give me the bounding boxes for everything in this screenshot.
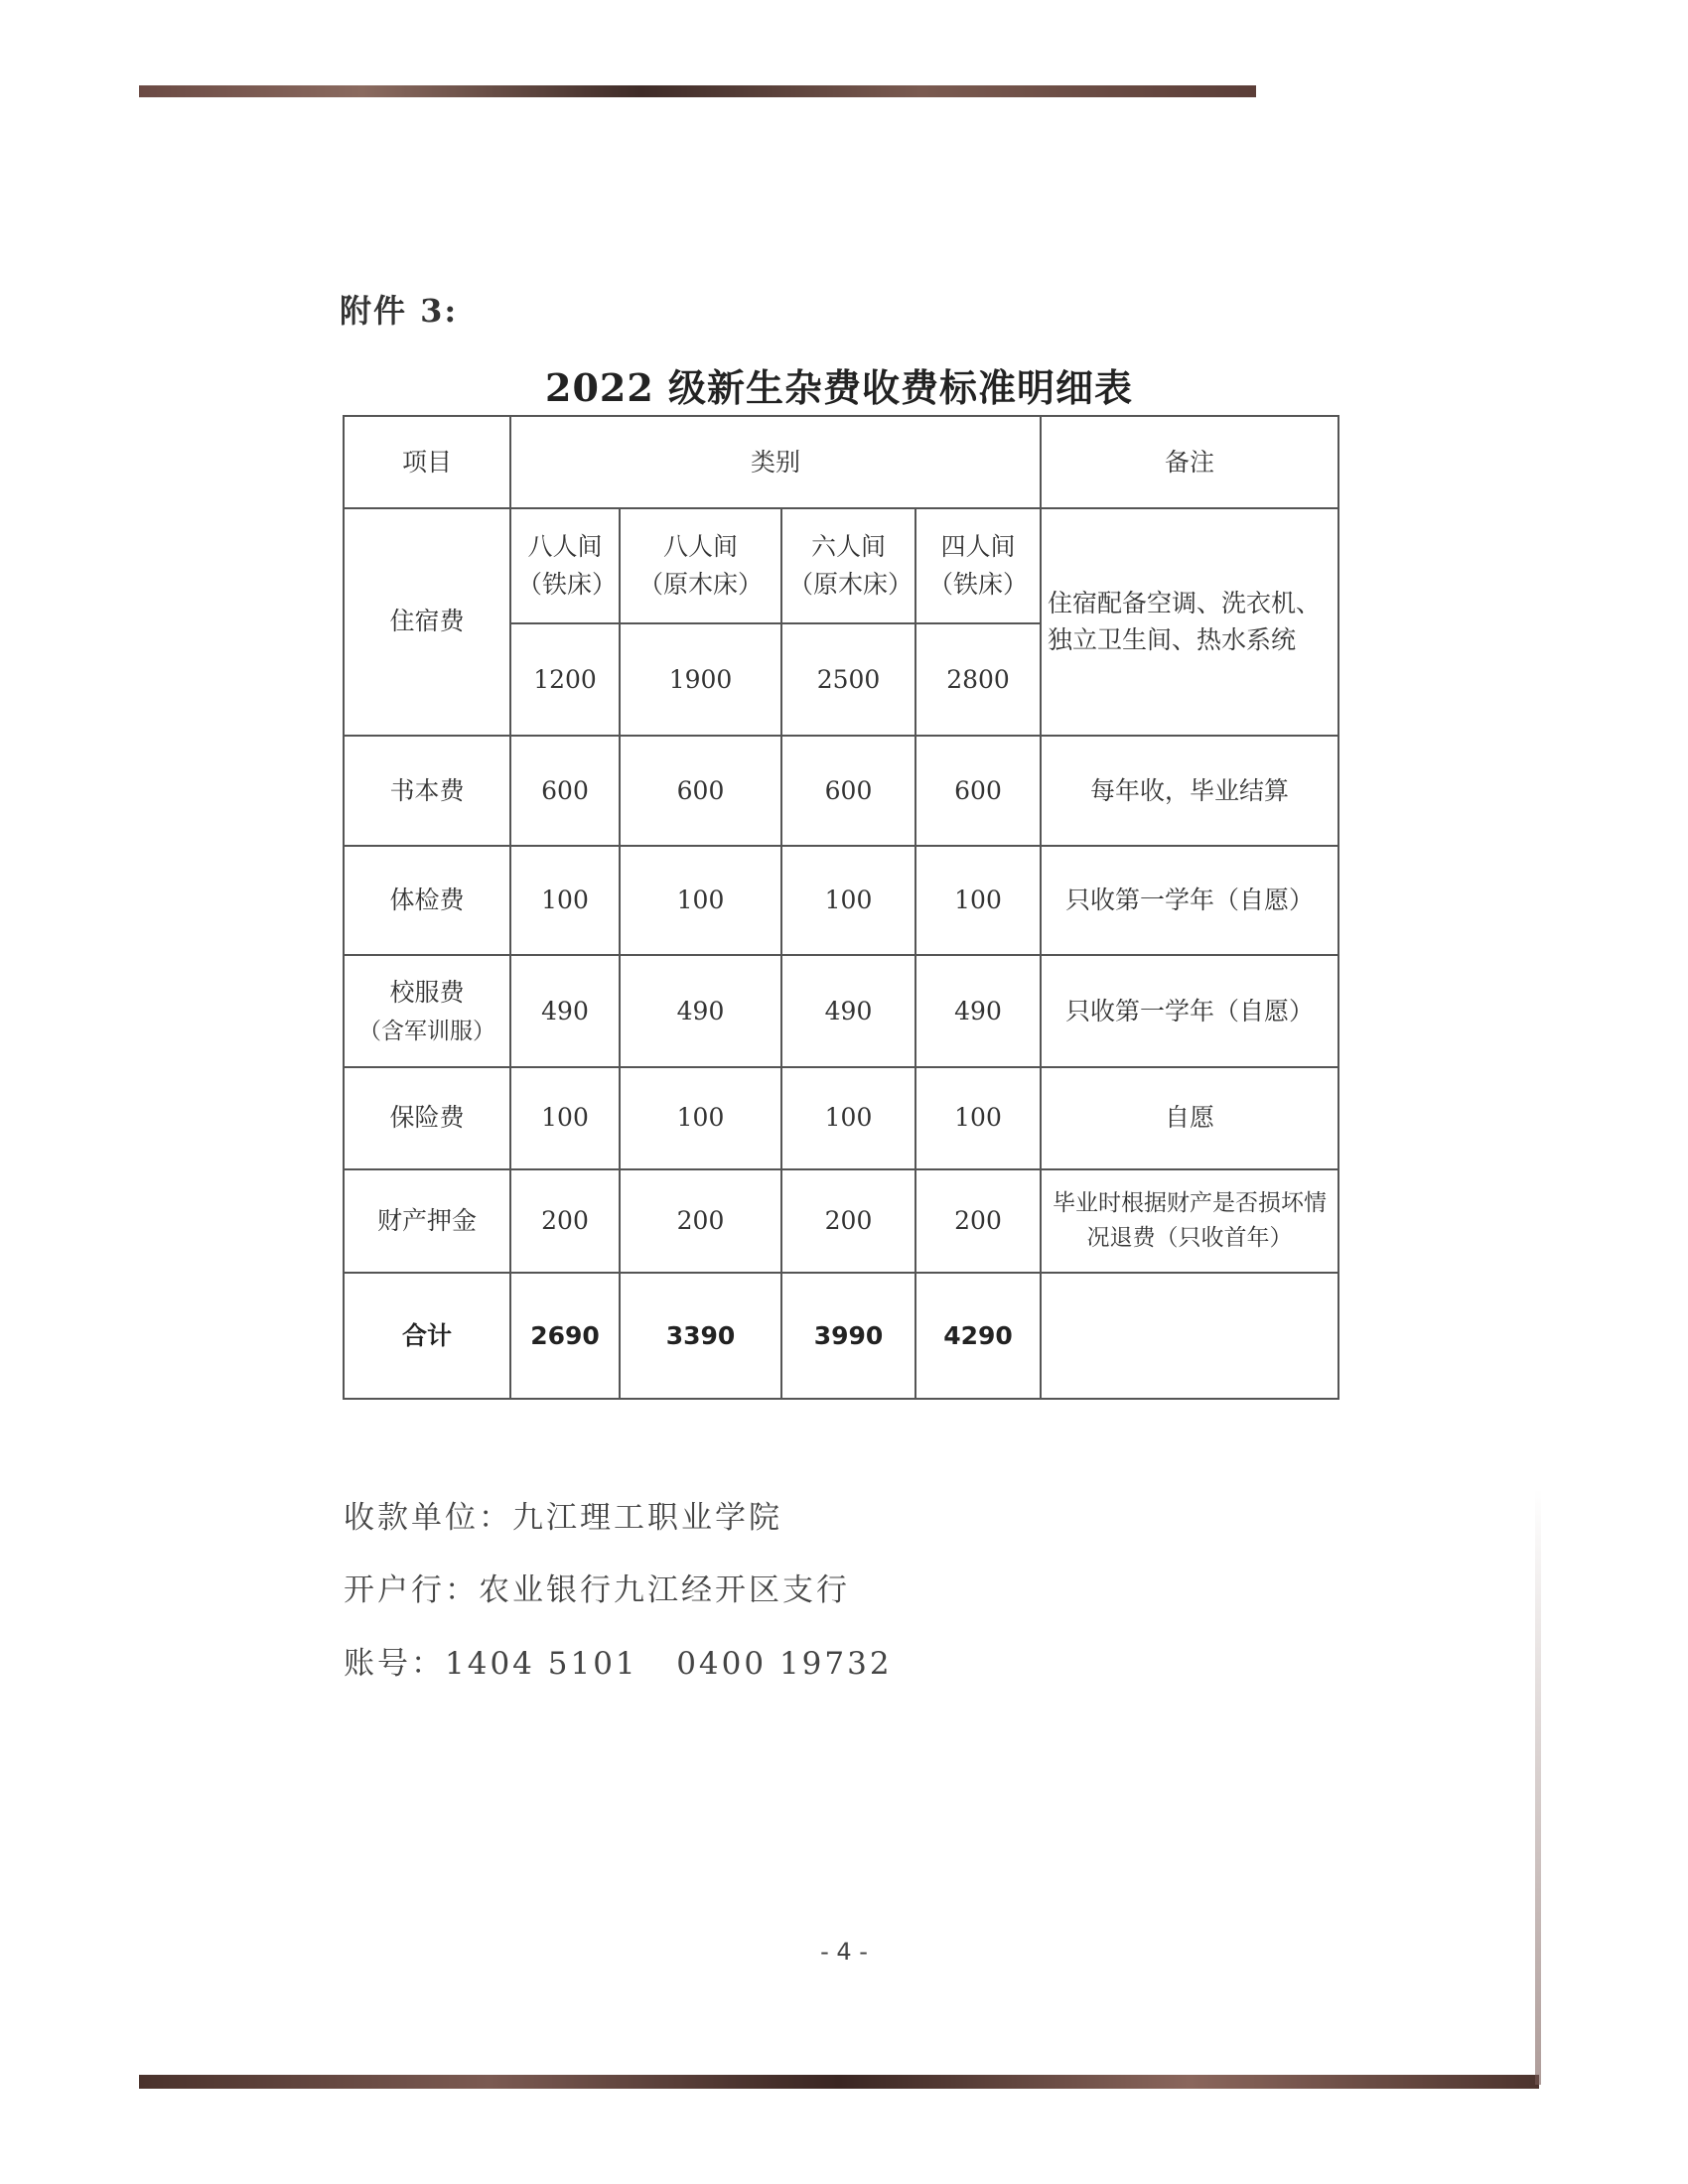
value-cell: 600 (510, 736, 620, 846)
row-label-lodging: 住宿费 (344, 508, 510, 736)
row-label: 保险费 (344, 1067, 510, 1169)
value-cell: 200 (510, 1169, 620, 1274)
total-cell: 2690 (510, 1273, 620, 1399)
room-type-cell: 四人间 （铁床） (915, 508, 1041, 624)
value-cell: 2500 (781, 623, 915, 736)
value-cell: 200 (915, 1169, 1041, 1274)
photo-background-top (139, 85, 1256, 97)
value-cell: 2800 (915, 623, 1041, 736)
value-cell: 600 (915, 736, 1041, 846)
page-number: - 4 - (820, 1938, 868, 1966)
fee-table (343, 415, 1339, 1400)
value-cell: 200 (781, 1169, 915, 1274)
room-type-cell: 八人间 （铁床） (510, 508, 620, 624)
value-cell: 100 (620, 1067, 781, 1169)
total-cell: 4290 (915, 1273, 1041, 1399)
header-remark: 备注 (1041, 416, 1338, 508)
table-row-total (344, 1273, 1338, 1399)
header-category: 类别 (510, 416, 1041, 508)
remark-cell: 自愿 (1041, 1067, 1338, 1169)
value-cell: 490 (781, 955, 915, 1067)
table-row-medical (344, 846, 1338, 956)
payee-line: 收款单位：九江理工职业学院 (344, 1500, 782, 1536)
remark-cell: 每年收，毕业结算 (1041, 736, 1338, 846)
total-cell: 3990 (781, 1273, 915, 1399)
value-cell: 200 (620, 1169, 781, 1274)
table-row-insurance (344, 1067, 1338, 1169)
value-cell: 100 (915, 1067, 1041, 1169)
header-item: 项目 (344, 416, 510, 508)
account-line: 账号：1404 5101 0400 19732 (344, 1646, 893, 1682)
table-row-books (344, 736, 1338, 846)
total-label: 合计 (344, 1273, 510, 1399)
value-cell: 490 (915, 955, 1041, 1067)
remark-cell: 只收第一学年（自愿） (1041, 955, 1338, 1067)
value-cell: 1900 (620, 623, 781, 736)
document-title: 2022 级新生杂费收费标准明细表 (545, 365, 1133, 410)
table-row-deposit (344, 1169, 1338, 1274)
value-cell: 100 (915, 846, 1041, 956)
row-label: 书本费 (344, 736, 510, 846)
remark-cell: 毕业时根据财产是否损坏情况退费（只收首年） (1041, 1169, 1338, 1274)
remark-cell: 只收第一学年（自愿） (1041, 846, 1338, 956)
row-label: 财产押金 (344, 1169, 510, 1274)
value-cell: 100 (781, 1067, 915, 1169)
value-cell: 1200 (510, 623, 620, 736)
room-type-cell: 六人间 （原木床） (781, 508, 915, 624)
value-cell: 600 (781, 736, 915, 846)
value-cell: 490 (620, 955, 781, 1067)
total-remark (1041, 1273, 1338, 1399)
value-cell: 100 (620, 846, 781, 956)
row-label: 体检费 (344, 846, 510, 956)
remark-lodging: 住宿配备空调、洗衣机、独立卫生间、热水系统 (1041, 508, 1338, 736)
table-header-row (344, 416, 1338, 508)
value-cell: 490 (510, 955, 620, 1067)
photo-background-bottom (139, 2075, 1539, 2089)
value-cell: 600 (620, 736, 781, 846)
room-type-cell: 八人间 （原木床） (620, 508, 781, 624)
total-cell: 3390 (620, 1273, 781, 1399)
table-row-uniform (344, 955, 1338, 1067)
row-label: 校服费 （含军训服） (344, 955, 510, 1067)
room-type-row (344, 508, 1338, 624)
page-edge-shadow (1535, 1489, 1541, 2085)
value-cell: 100 (781, 846, 915, 956)
bank-line: 开户行：农业银行九江经开区支行 (344, 1572, 850, 1608)
value-cell: 100 (510, 846, 620, 956)
value-cell: 100 (510, 1067, 620, 1169)
attachment-label: 附件 3: (340, 292, 459, 330)
